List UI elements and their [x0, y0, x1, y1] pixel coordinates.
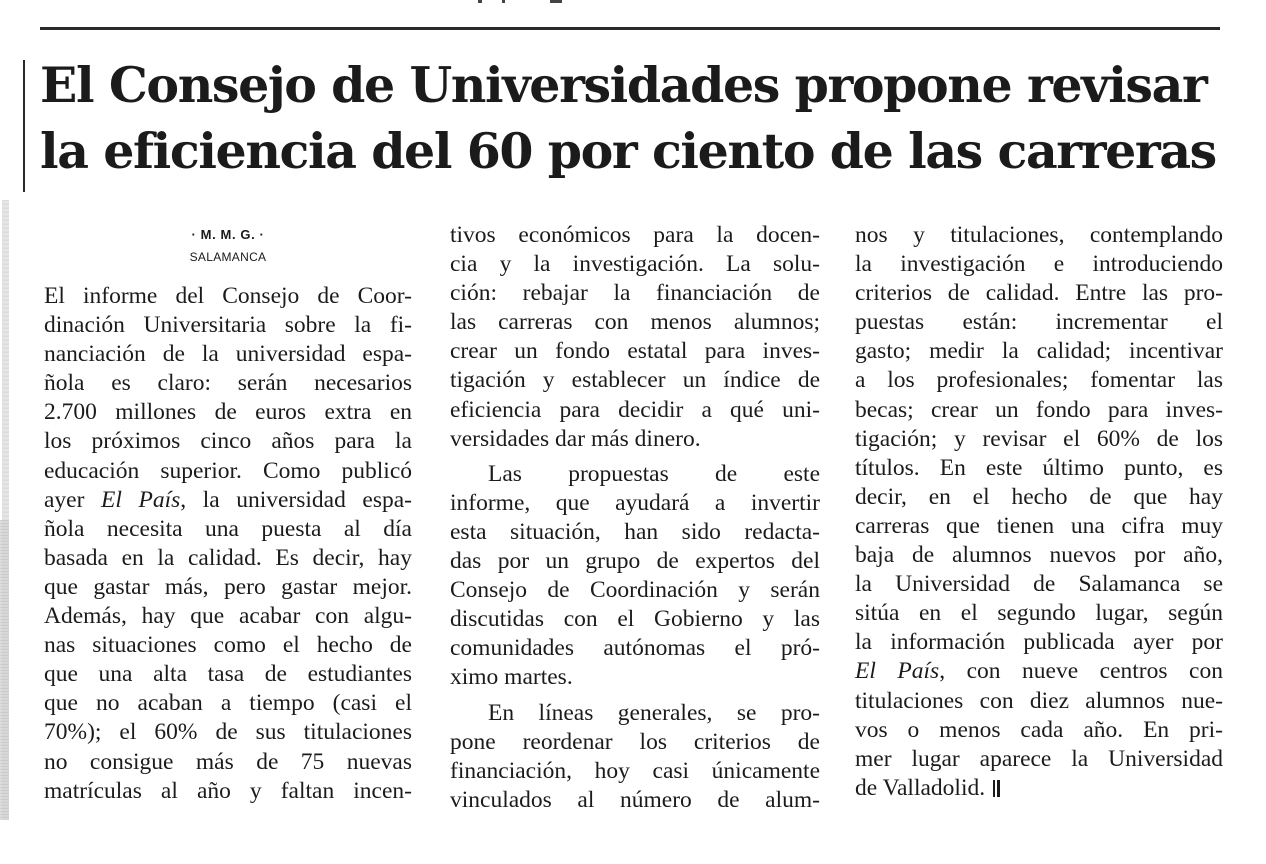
text-line: criterios de calidad. Entre las pro-: [855, 280, 1223, 307]
text-run: , la universidad espa-: [180, 486, 413, 513]
text-line: a los profesionales; fomentar las: [855, 367, 1223, 394]
text-line: puestas están: incrementar el: [855, 309, 1223, 336]
text-line: [855, 657, 1223, 686]
end-of-article-mark: [993, 780, 1000, 797]
headline-side-rule: [23, 60, 25, 192]
headline-line: la eficiencia del 60 por ciento de las carreras: [40, 122, 1216, 180]
text-line: pone reordenar los criterios de: [450, 728, 820, 755]
text-line: discutidas con el Gobierno y las: [450, 606, 820, 633]
text-line: [855, 774, 1223, 803]
article-column-2: [450, 221, 820, 815]
text-line: gasto; medir la calidad; incentivar: [855, 338, 1223, 365]
text-line: titulaciones con diez alumnos nue-: [855, 687, 1223, 714]
text-line: Además, hay que acabar con algu-: [44, 603, 412, 630]
text-run: ayer: [44, 486, 102, 513]
newspaper-name: El País: [855, 658, 940, 685]
text-line: Las propuestas de este: [488, 460, 820, 487]
text-line: que no acaban a tiempo (casi el: [44, 690, 412, 717]
text-line: tivos económicos para la docen-: [450, 222, 820, 248]
newspaper-name: El País: [101, 486, 181, 513]
scan-edge-shadow-lower: [0, 520, 9, 820]
text-line: esta situación, han sido redacta-: [450, 518, 820, 545]
text-line: baja de alumnos nuevos por año,: [855, 542, 1223, 569]
text-line: títulos. En este último punto, es: [855, 454, 1223, 481]
text-line: la Universidad de Salamanca se: [855, 571, 1223, 598]
text-line: mer lugar aparece la Universidad: [855, 745, 1223, 772]
headline: [40, 52, 1240, 184]
text-line: 70%); el 60% de sus titulaciones: [44, 719, 412, 746]
text-line: la investigación e introduciendo: [855, 251, 1223, 278]
text-line: nas situaciones como el hecho de: [44, 632, 412, 659]
byline-place: SALAMANCA: [189, 250, 267, 264]
text-line: En líneas generales, se pro-: [488, 699, 820, 726]
text-line: no consigue más de 75 nuevas: [44, 748, 412, 775]
byline-author: · M. M. G. ·: [191, 227, 265, 242]
text-line: dinación Universitaria sobre la fi-: [44, 312, 412, 339]
top-rule: [40, 27, 1220, 30]
text-line: financiación, hoy casi únicamente: [450, 757, 820, 784]
article-column-3: [855, 221, 1223, 803]
text-line: El informe del Consejo de Coor-: [44, 283, 412, 309]
text-line: los próximos cinco años para la: [44, 428, 412, 455]
text-line: 2.700 millones de euros extra en: [44, 399, 412, 426]
text-run: de Valladolid.: [855, 774, 986, 801]
text-line: Consejo de Coordinación y serán: [450, 577, 820, 604]
text-line: ñola necesita una puesta al día: [44, 515, 412, 542]
text-line: comunidades autónomas el pró-: [450, 635, 820, 662]
text-line: nanciación de la universidad espa-: [44, 341, 412, 368]
text-line: tigación; y revisar el 60% de los: [855, 425, 1223, 452]
text-line: basada en la calidad. Es decir, hay: [44, 544, 412, 571]
text-line: crear un fondo estatal para inves-: [450, 338, 820, 365]
text-line: [44, 486, 412, 515]
text-line: que gastar más, pero gastar mejor.: [44, 573, 412, 600]
text-line: sitúa en el segundo lugar, según: [855, 600, 1223, 627]
text-line: ximo martes.: [450, 664, 573, 691]
text-run: , con nueve centros con: [939, 658, 1223, 685]
text-line: la información publicada ayer por: [855, 629, 1223, 656]
text-line: decir, en el hecho de que hay: [855, 483, 1223, 510]
text-line: vos o menos cada año. En pri-: [855, 716, 1223, 743]
text-line: cia y la investigación. La solu-: [450, 251, 820, 278]
text-line: ción: rebajar la financiación de: [450, 280, 820, 307]
text-line: que una alta tasa de estudiantes: [44, 661, 412, 688]
text-line: nos y titulaciones, contemplando: [855, 222, 1223, 248]
text-line: versidades dar más dinero.: [450, 425, 701, 452]
headline-line: El Consejo de Universidades propone revisar: [40, 56, 1207, 114]
text-line: educación superior. Como publicó: [44, 457, 412, 484]
text-line: vinculados al número de alum-: [450, 786, 820, 813]
text-line: das por un grupo de expertos del: [450, 548, 820, 575]
text-line: becas; crear un fondo para inves-: [855, 396, 1223, 423]
top-edge-specks: [470, 0, 580, 6]
text-line: las carreras con menos alumnos;: [450, 309, 820, 336]
text-line: eficiencia para decidir a qué uni-: [450, 396, 820, 423]
text-line: carreras que tienen una cifra muy: [855, 512, 1223, 539]
text-line: informe, que ayudará a invertir: [450, 489, 820, 516]
article-column-1: [44, 282, 412, 806]
text-line: matrículas al año y faltan incen-: [44, 777, 412, 804]
text-line: tigación y establecer un índice de: [450, 367, 820, 394]
text-line: ñola es claro: serán necesarios: [44, 370, 412, 397]
